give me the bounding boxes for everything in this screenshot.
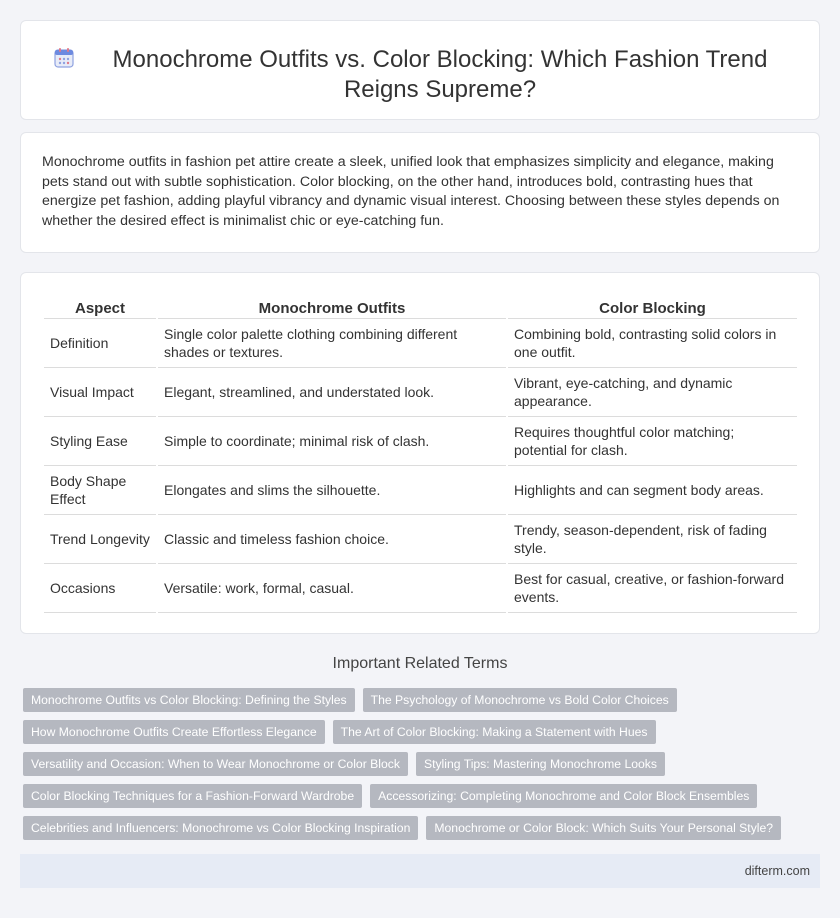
comparison-table bbox=[42, 295, 799, 613]
cell-aspect: Occasions bbox=[44, 564, 156, 613]
table-row bbox=[44, 368, 797, 417]
table-row bbox=[44, 515, 797, 564]
tag-row bbox=[23, 752, 813, 776]
related-terms-heading: Important Related Terms bbox=[332, 655, 508, 672]
related-term-link[interactable]: Accessorizing: Completing Monochrome and Color Block Ensembles bbox=[370, 784, 757, 808]
related-term-link[interactable]: Celebrities and Influencers: Monochrome vs Color Blocking Inspiration bbox=[23, 816, 418, 840]
table-row bbox=[44, 466, 797, 515]
cell-monochrome: Single color palette clothing combining different shades or textures. bbox=[158, 319, 506, 368]
related-term-link[interactable]: Monochrome Outfits vs Color Blocking: Defining the Styles bbox=[23, 688, 355, 712]
tag-row bbox=[23, 720, 813, 744]
intro-card bbox=[20, 132, 820, 253]
related-term-link[interactable]: The Art of Color Blocking: Making a Statement with Hues bbox=[333, 720, 656, 744]
page-title: Monochrome Outfits vs. Color Blocking: Which Fashion Trend Reigns Supreme? bbox=[112, 46, 768, 103]
cell-color-blocking: Vibrant, eye-catching, and dynamic appearance. bbox=[508, 368, 797, 417]
cell-aspect: Definition bbox=[44, 319, 156, 368]
cell-aspect: Styling Ease bbox=[44, 417, 156, 466]
tag-row bbox=[23, 784, 813, 808]
related-term-link[interactable]: How Monochrome Outfits Create Effortless Elegance bbox=[23, 720, 325, 744]
cell-monochrome: Simple to coordinate; minimal risk of clash. bbox=[158, 417, 506, 466]
related-terms-list bbox=[23, 688, 813, 848]
column-header-aspect: Aspect bbox=[44, 295, 156, 319]
cell-color-blocking: Combining bold, contrasting solid colors in one outfit. bbox=[508, 319, 797, 368]
column-header-color-blocking: Color Blocking bbox=[508, 295, 797, 319]
cell-monochrome: Elongates and slims the silhouette. bbox=[158, 466, 506, 515]
table-row bbox=[44, 319, 797, 368]
related-term-link[interactable]: Monochrome or Color Block: Which Suits Your Personal Style? bbox=[426, 816, 781, 840]
cell-aspect: Body Shape Effect bbox=[44, 466, 156, 515]
related-term-link[interactable]: Styling Tips: Mastering Monochrome Looks bbox=[416, 752, 665, 776]
cell-aspect: Trend Longevity bbox=[44, 515, 156, 564]
table-row bbox=[44, 564, 797, 613]
table-header-row bbox=[44, 295, 797, 319]
footer bbox=[20, 854, 820, 888]
cell-monochrome: Elegant, streamlined, and understated look. bbox=[158, 368, 506, 417]
tag-row bbox=[23, 816, 813, 840]
cell-color-blocking: Requires thoughtful color matching; potential for clash. bbox=[508, 417, 797, 466]
column-header-monochrome: Monochrome Outfits bbox=[158, 295, 506, 319]
cell-color-blocking: Best for casual, creative, or fashion-forward events. bbox=[508, 564, 797, 613]
cell-aspect: Visual Impact bbox=[44, 368, 156, 417]
related-term-link[interactable]: The Psychology of Monochrome vs Bold Color Choices bbox=[363, 688, 677, 712]
related-term-link[interactable]: Color Blocking Techniques for a Fashion-Forward Wardrobe bbox=[23, 784, 362, 808]
intro-paragraph: Monochrome outfits in fashion pet attire create a sleek, unified look that emphasizes simplicity and elegance, making pets stand out with subtle sophistication. Color blocking, on the other hand, introduces bold, contrasting hues that energize pet fashion, adding playful vibrancy and dynamic visual interest. Choosing between these styles depends on whether the desired effect is minimalist chic or eye-catching fun. bbox=[42, 154, 780, 229]
table-row bbox=[44, 417, 797, 466]
cell-color-blocking: Trendy, season-dependent, risk of fading style. bbox=[508, 515, 797, 564]
title-card bbox=[20, 20, 820, 120]
cell-monochrome: Classic and timeless fashion choice. bbox=[158, 515, 506, 564]
comparison-card bbox=[20, 272, 820, 634]
related-term-link[interactable]: Versatility and Occasion: When to Wear Monochrome or Color Block bbox=[23, 752, 408, 776]
cell-monochrome: Versatile: work, formal, casual. bbox=[158, 564, 506, 613]
site-name[interactable]: difterm.com bbox=[744, 864, 810, 878]
tag-row bbox=[23, 688, 813, 712]
cell-color-blocking: Highlights and can segment body areas. bbox=[508, 466, 797, 515]
